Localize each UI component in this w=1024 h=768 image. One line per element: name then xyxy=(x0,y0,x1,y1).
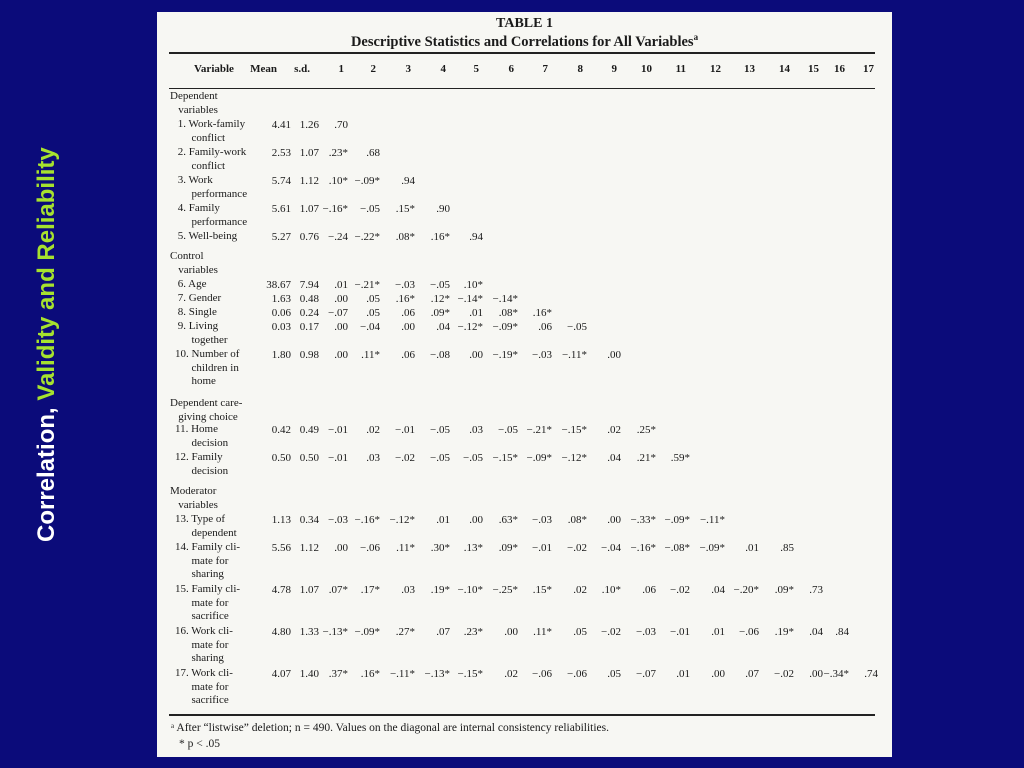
sd-value: 1.33 xyxy=(299,626,319,638)
header-col: 7 xyxy=(542,63,548,75)
header-variable: Variable xyxy=(194,63,234,75)
correlation-value: .94 xyxy=(401,175,415,187)
correlation-value: .07 xyxy=(745,668,759,680)
correlation-value: −.09* xyxy=(664,514,690,526)
mean-value: 5.27 xyxy=(271,231,291,243)
row-label: 10. Number of children in home xyxy=(175,348,240,388)
mean-value: 38.67 xyxy=(266,279,291,291)
correlation-value: .85 xyxy=(780,542,794,554)
correlation-value: −.03 xyxy=(532,514,552,526)
row-label: 9. Living together xyxy=(177,320,228,346)
correlation-value: −.15* xyxy=(457,668,483,680)
correlation-value: .70 xyxy=(334,119,348,131)
correlation-value: .16* xyxy=(430,231,450,243)
correlation-value: .05 xyxy=(366,307,380,319)
footnote-p: * p < .05 xyxy=(179,738,220,750)
correlation-value: −.01 xyxy=(395,424,415,436)
correlation-value: −.05 xyxy=(360,203,380,215)
sd-value: 1.12 xyxy=(299,542,319,554)
correlation-value: .15* xyxy=(532,584,552,596)
correlation-value: −.07 xyxy=(328,307,348,319)
correlation-value: .74 xyxy=(864,668,878,680)
sd-value: 1.12 xyxy=(299,175,319,187)
correlation-value: .00 xyxy=(334,349,348,361)
correlation-value: −.16* xyxy=(630,542,656,554)
correlation-value: .06 xyxy=(538,321,552,333)
correlation-value: −.21* xyxy=(526,424,552,436)
correlation-value: .05 xyxy=(573,626,587,638)
correlation-value: −.03 xyxy=(532,349,552,361)
correlation-value: −.06 xyxy=(532,668,552,680)
correlation-value: .01 xyxy=(745,542,759,554)
sd-value: 0.49 xyxy=(299,424,319,436)
correlation-value: .02 xyxy=(366,424,380,436)
correlation-value: −.05 xyxy=(430,452,450,464)
correlation-value: −.01 xyxy=(328,424,348,436)
correlation-value: −.03 xyxy=(636,626,656,638)
correlation-value: .03 xyxy=(366,452,380,464)
mean-value: 0.06 xyxy=(271,307,291,319)
mean-value: 1.80 xyxy=(271,349,291,361)
row-label: 1. Work-family conflict xyxy=(177,118,246,144)
correlation-value: .00 xyxy=(401,321,415,333)
correlation-value: .01 xyxy=(334,279,348,291)
sd-value: 1.07 xyxy=(299,584,319,596)
sd-value: 0.48 xyxy=(299,293,319,305)
correlation-value: −.09* xyxy=(526,452,552,464)
correlation-value: .05 xyxy=(366,293,380,305)
correlation-value: −.13* xyxy=(424,668,450,680)
header-col: 5 xyxy=(473,63,479,75)
correlation-value: .06 xyxy=(401,349,415,361)
mean-value: 0.03 xyxy=(271,321,291,333)
correlation-value: −.05 xyxy=(498,424,518,436)
correlation-value: .11* xyxy=(396,542,415,554)
correlation-value: −.15* xyxy=(492,452,518,464)
row-label: 15. Family cli- mate for sacrifice xyxy=(175,583,241,623)
header-col: 16 xyxy=(834,63,845,75)
row-label: 14. Family cli- mate for sharing xyxy=(175,541,241,581)
table-subtitle: Descriptive Statistics and Correlations for All Variables$^a$ xyxy=(350,32,699,50)
correlation-value: .01 xyxy=(469,307,483,319)
correlation-value: .73 xyxy=(809,584,823,596)
correlation-value: .00 xyxy=(334,542,348,554)
correlation-value: .23* xyxy=(463,626,483,638)
correlation-value: .10* xyxy=(601,584,621,596)
mean-value: 5.61 xyxy=(271,203,291,215)
correlation-value: .06 xyxy=(642,584,656,596)
row-label: 5. Well-being xyxy=(175,230,238,242)
mean-value: 2.53 xyxy=(271,147,291,159)
group-label: Control variables xyxy=(170,250,218,276)
correlation-value: .00 xyxy=(469,514,483,526)
correlation-value: .08* xyxy=(498,307,518,319)
correlation-value: .03 xyxy=(401,584,415,596)
sd-value: 1.26 xyxy=(299,119,319,131)
correlation-value: −.04 xyxy=(601,542,621,554)
header-col: 6 xyxy=(508,63,514,75)
correlation-value: −.14* xyxy=(457,293,483,305)
header-col: 13 xyxy=(744,63,755,75)
correlation-value: .10* xyxy=(328,175,348,187)
correlation-value: −.03 xyxy=(328,514,348,526)
correlation-value: .04 xyxy=(809,626,823,638)
header-col: 2 xyxy=(370,63,376,75)
correlation-value: .00 xyxy=(334,293,348,305)
correlation-value: .00 xyxy=(469,349,483,361)
correlation-value: .07 xyxy=(436,626,450,638)
correlation-value: −.01 xyxy=(328,452,348,464)
correlation-value: .05 xyxy=(607,668,621,680)
correlation-value: −.14* xyxy=(492,293,518,305)
mean-value: 5.56 xyxy=(271,542,291,554)
correlation-value: .06 xyxy=(401,307,415,319)
correlation-value: −.20* xyxy=(733,584,759,596)
row-label: 12. Family decision xyxy=(175,451,229,477)
mean-value: 4.80 xyxy=(271,626,291,638)
correlation-value: −.12* xyxy=(561,452,587,464)
correlation-value: −.12* xyxy=(457,321,483,333)
correlation-value: −.10* xyxy=(457,584,483,596)
correlation-value: .03 xyxy=(469,424,483,436)
correlation-value: −.01 xyxy=(670,626,690,638)
correlation-value: −.03 xyxy=(395,279,415,291)
correlation-value: .30* xyxy=(430,542,450,554)
header-col: 17 xyxy=(863,63,874,75)
correlation-value: .11* xyxy=(361,349,380,361)
correlation-value: .21* xyxy=(636,452,656,464)
bottom-rule xyxy=(169,714,875,716)
correlation-value: −.02 xyxy=(395,452,415,464)
correlation-value: .16* xyxy=(395,293,415,305)
mean-value: 1.63 xyxy=(271,293,291,305)
correlation-value: −.09* xyxy=(492,321,518,333)
correlation-value: −.16* xyxy=(322,203,348,215)
correlation-value: .25* xyxy=(636,424,656,436)
header-col: 15 xyxy=(808,63,819,75)
correlation-value: .02 xyxy=(607,424,621,436)
correlation-value: .09* xyxy=(430,307,450,319)
correlation-value: .17* xyxy=(360,584,380,596)
correlation-value: −.06 xyxy=(739,626,759,638)
correlation-value: −.12* xyxy=(389,514,415,526)
row-label: 11. Home decision xyxy=(175,423,229,449)
correlation-value: .15* xyxy=(395,203,415,215)
correlation-value: −.19* xyxy=(492,349,518,361)
correlation-value: −.25* xyxy=(492,584,518,596)
correlation-value: .10* xyxy=(463,279,483,291)
correlation-value: −.05 xyxy=(567,321,587,333)
correlation-value: .12* xyxy=(430,293,450,305)
top-rule xyxy=(169,52,875,54)
correlation-value: .84 xyxy=(835,626,849,638)
correlation-value: −.09* xyxy=(354,175,380,187)
correlation-value: −.02 xyxy=(567,542,587,554)
row-label: 2. Family-work conflict xyxy=(177,146,247,172)
header-col: 12 xyxy=(710,63,721,75)
correlation-value: .08* xyxy=(567,514,587,526)
correlation-value: .00 xyxy=(711,668,725,680)
correlation-value: −.11* xyxy=(699,514,725,526)
correlation-value: .37* xyxy=(328,668,348,680)
correlation-value: −.05 xyxy=(430,279,450,291)
correlation-value: .08* xyxy=(395,231,415,243)
correlation-value: .94 xyxy=(469,231,483,243)
row-label: 7. Gender xyxy=(175,292,222,304)
header-col: Mean xyxy=(250,63,277,75)
correlation-value: .09* xyxy=(498,542,518,554)
correlation-value: −.04 xyxy=(360,321,380,333)
mean-value: 5.74 xyxy=(271,175,291,187)
header-col: 14 xyxy=(779,63,790,75)
sd-value: 1.07 xyxy=(299,147,319,159)
group-label: Dependent variables xyxy=(170,90,218,116)
mean-value: 4.78 xyxy=(271,584,291,596)
correlation-value: −.13* xyxy=(322,626,348,638)
title-part-green: Validity and Reliability xyxy=(33,147,60,401)
row-label: 17. Work cli- mate for sacrifice xyxy=(175,667,233,707)
row-label: 3. Work performance xyxy=(177,174,248,200)
correlation-value: .90 xyxy=(436,203,450,215)
mean-value: 0.42 xyxy=(271,424,291,436)
correlation-value: −.34* xyxy=(823,668,849,680)
correlation-value: −.11* xyxy=(389,668,415,680)
correlation-value: .07* xyxy=(328,584,348,596)
correlation-value: −.21* xyxy=(354,279,380,291)
row-label: 4. Family performance xyxy=(177,202,248,228)
header-col: 4 xyxy=(440,63,446,75)
header-col: 8 xyxy=(577,63,583,75)
footnote-a: ᵃ After “listwise” deletion; n = 490. Values on the diagonal are internal consistency reliabilities. xyxy=(171,722,609,734)
group-label: Dependent care- giving choice xyxy=(170,397,243,423)
sd-value: 0.50 xyxy=(299,452,319,464)
sd-value: 0.24 xyxy=(299,307,319,319)
correlation-value: .23* xyxy=(328,147,348,159)
correlation-value: −.01 xyxy=(532,542,552,554)
row-label: 16. Work cli- mate for sharing xyxy=(175,625,233,665)
correlation-value: −.06 xyxy=(567,668,587,680)
correlation-value: .01 xyxy=(436,514,450,526)
correlation-value: .00 xyxy=(809,668,823,680)
header-rule xyxy=(169,88,875,89)
header-col: s.d. xyxy=(294,63,310,75)
mean-value: 1.13 xyxy=(271,514,291,526)
sd-value: 0.76 xyxy=(299,231,319,243)
header-col: 1 xyxy=(338,63,344,75)
correlation-value: −.08 xyxy=(430,349,450,361)
slide-title xyxy=(24,120,64,545)
correlation-value: .13* xyxy=(463,542,483,554)
mean-value: 4.07 xyxy=(271,668,291,680)
correlation-value: .19* xyxy=(430,584,450,596)
correlation-value: .19* xyxy=(774,626,794,638)
correlation-value: −.09* xyxy=(354,626,380,638)
correlation-value: −.02 xyxy=(601,626,621,638)
correlation-value: −.22* xyxy=(354,231,380,243)
header-col: 3 xyxy=(405,63,411,75)
correlation-value: .27* xyxy=(395,626,415,638)
row-label: 6. Age xyxy=(175,278,207,290)
correlation-value: −.33* xyxy=(630,514,656,526)
header-col: 11 xyxy=(675,63,686,75)
correlation-value: −.07 xyxy=(636,668,656,680)
header-col: 9 xyxy=(611,63,617,75)
correlation-value: .00 xyxy=(334,321,348,333)
correlation-value: .00 xyxy=(607,349,621,361)
correlation-value: .63* xyxy=(498,514,518,526)
title-part-white: Correlation, xyxy=(33,400,60,542)
correlation-value: −.09* xyxy=(699,542,725,554)
row-label: 13. Type of dependent xyxy=(175,513,237,539)
sd-value: 0.17 xyxy=(299,321,319,333)
correlation-value: −.11* xyxy=(561,349,587,361)
table-title: TABLE 1 xyxy=(496,16,553,31)
sd-value: 1.07 xyxy=(299,203,319,215)
svg-text:Correlation, Validity and Reli xyxy=(33,147,60,542)
correlation-value: −.02 xyxy=(774,668,794,680)
correlation-value: .16* xyxy=(532,307,552,319)
correlation-value: −.05 xyxy=(430,424,450,436)
correlation-value: −.15* xyxy=(561,424,587,436)
correlation-value: .59* xyxy=(670,452,690,464)
sd-value: 0.98 xyxy=(299,349,319,361)
header-col: 10 xyxy=(641,63,652,75)
table-page xyxy=(157,12,892,757)
correlation-value: −.05 xyxy=(463,452,483,464)
correlation-value: −.06 xyxy=(360,542,380,554)
correlation-value: .00 xyxy=(504,626,518,638)
correlation-value: .02 xyxy=(504,668,518,680)
correlation-value: .16* xyxy=(360,668,380,680)
correlation-value: .02 xyxy=(573,584,587,596)
correlation-value: .00 xyxy=(607,514,621,526)
correlation-value: .68 xyxy=(366,147,380,159)
mean-value: 0.50 xyxy=(271,452,291,464)
group-label: Moderator variables xyxy=(170,485,218,511)
correlation-value: −.02 xyxy=(670,584,690,596)
correlation-value: .11* xyxy=(533,626,552,638)
mean-value: 4.41 xyxy=(271,119,291,131)
sd-value: 7.94 xyxy=(299,279,319,291)
correlation-value: .09* xyxy=(774,584,794,596)
correlation-value: .01 xyxy=(676,668,690,680)
correlation-value: −.16* xyxy=(354,514,380,526)
correlation-value: .04 xyxy=(436,321,450,333)
correlation-value: −.08* xyxy=(664,542,690,554)
sd-value: 0.34 xyxy=(299,514,319,526)
correlation-value: −.24 xyxy=(328,231,348,243)
correlation-value: .01 xyxy=(711,626,725,638)
sd-value: 1.40 xyxy=(299,668,319,680)
correlation-value: .04 xyxy=(711,584,725,596)
row-label: 8. Single xyxy=(175,306,217,318)
correlation-value: .04 xyxy=(607,452,621,464)
